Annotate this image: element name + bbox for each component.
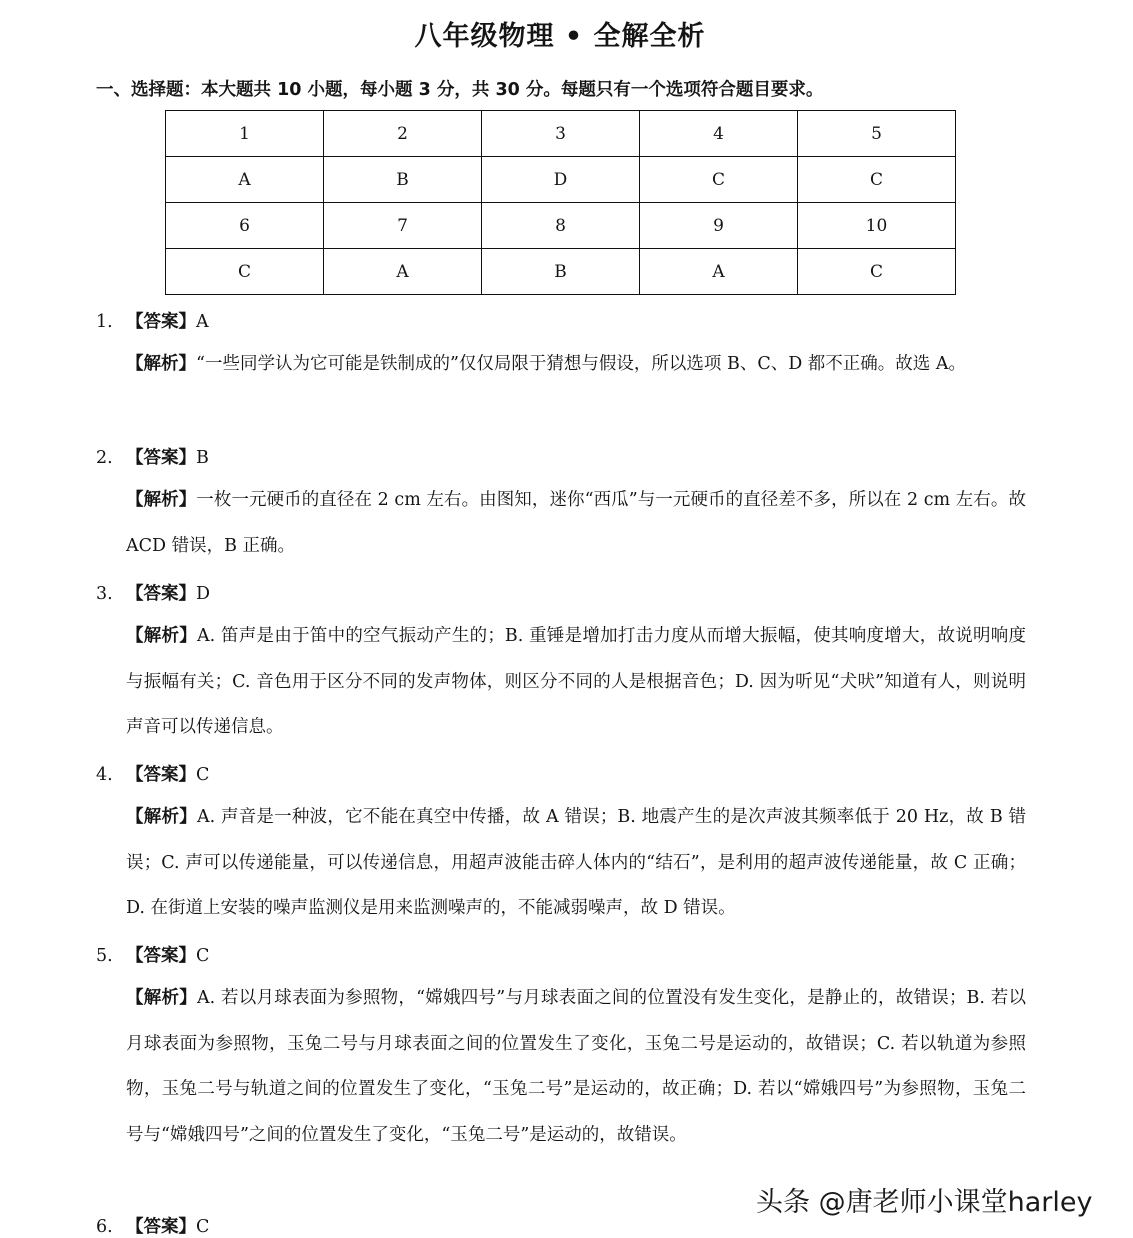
- answer-tag: 【答案】: [126, 765, 196, 785]
- table-cell: 2: [324, 111, 482, 157]
- table-cell: A: [324, 249, 482, 295]
- table-row: [166, 249, 956, 295]
- analysis-3: [126, 614, 1026, 751]
- answer-tag: 【答案】: [126, 1217, 196, 1237]
- table-cell: 1: [166, 111, 324, 157]
- analysis-5: [126, 976, 1026, 1158]
- analysis-text: A. 声音是一种波，它不能在真空中传播，故 A 错误；B. 地震产生的是次声波其频率低于 20 Hz，故 B 错误；C. 声可以传递能量，可以传递信息，用超声波能击碎人体内的“结石”，是利用的超声波传递能量，故 C 正确；D. 在街道上安装的噪声监测仪是用来监测噪声的，不能减弱噪声，故 D 错误。: [126, 807, 1026, 918]
- answer-value: D: [196, 584, 211, 604]
- answer-value: C: [196, 1217, 210, 1237]
- answer-line-5: [96, 942, 209, 967]
- table-cell: C: [798, 157, 956, 203]
- table-row: [166, 157, 956, 203]
- answer-tag: 【答案】: [126, 448, 196, 468]
- answer-line-6: [96, 1213, 209, 1238]
- answer-value: A: [196, 312, 209, 332]
- question-number: 1.: [96, 312, 113, 332]
- table-cell: 8: [482, 203, 640, 249]
- analysis-tag: 【解析】: [126, 988, 197, 1008]
- question-number: 6.: [96, 1217, 113, 1237]
- analysis-text: A. 若以月球表面为参照物，“嫦娥四号”与月球表面之间的位置没有发生变化，是静止的，故错误；B. 若以月球表面为参照物，玉兔二号与月球表面之间的位置发生了变化，玉兔二号是运动的，故错误；C. 若以轨道为参照物，玉兔二号与轨道之间的位置发生了变化，“玉兔二号”是运动的，故正确；D. 若以“嫦娥四号”为参照物，玉兔二号与“嫦娥四号”之间的位置发生了变化，“玉兔二号”是运动的，故错误。: [126, 988, 1026, 1145]
- answer-tag: 【答案】: [126, 312, 196, 332]
- analysis-text: “一些同学认为它可能是铁制成的”仅仅局限于猜想与假设，所以选项 B、C、D 都不正确。故选 A。: [196, 354, 966, 374]
- analysis-tag: 【解析】: [126, 354, 196, 374]
- analysis-1: [126, 342, 1026, 388]
- table-row: [166, 203, 956, 249]
- answer-tag: 【答案】: [126, 584, 196, 604]
- question-number: 3.: [96, 584, 113, 604]
- answer-line-1: [96, 308, 209, 333]
- analysis-tag: 【解析】: [126, 807, 197, 827]
- table-cell: A: [640, 249, 798, 295]
- analysis-tag: 【解析】: [126, 490, 197, 510]
- section-heading: 一、选择题：本大题共 10 小题，每小题 3 分，共 30 分。每题只有一个选项符合题目要求。: [96, 80, 824, 100]
- answer-value: C: [196, 946, 210, 966]
- table-cell: D: [482, 157, 640, 203]
- table-cell: C: [166, 249, 324, 295]
- question-number: 4.: [96, 765, 113, 785]
- watermark: 头条 @唐老师小课堂harley: [756, 1187, 1093, 1218]
- table-cell: A: [166, 157, 324, 203]
- answer-line-4: [96, 761, 209, 786]
- table-row: [166, 111, 956, 157]
- analysis-text: A. 笛声是由于笛中的空气振动产生的；B. 重锤是增加打击力度从而增大振幅，使其响度增大，故说明响度与振幅有关；C. 音色用于区分不同的发声物体，则区分不同的人是根据音色；D. 因为听见“犬吠”知道有人，则说明声音可以传递信息。: [126, 626, 1027, 737]
- answer-value: B: [196, 448, 209, 468]
- page-title: 八年级物理 • 全解全析: [414, 21, 706, 52]
- table-cell: 7: [324, 203, 482, 249]
- table-cell: 4: [640, 111, 798, 157]
- table-cell: 5: [798, 111, 956, 157]
- answer-line-3: [96, 580, 210, 605]
- analysis-4: [126, 795, 1026, 932]
- question-number: 5.: [96, 946, 113, 966]
- answer-value: C: [196, 765, 210, 785]
- answer-line-2: [96, 444, 209, 469]
- analysis-text: 一枚一元硬币的直径在 2 cm 左右。由图知，迷你“西瓜”与一元硬币的直径差不多，所以在 2 cm 左右。故 ACD 错误，B 正确。: [126, 490, 1027, 556]
- table-cell: C: [798, 249, 956, 295]
- answer-table: [165, 110, 956, 295]
- table-cell: 9: [640, 203, 798, 249]
- table-cell: B: [324, 157, 482, 203]
- analysis-2: [126, 478, 1026, 569]
- table-cell: 10: [798, 203, 956, 249]
- table-cell: B: [482, 249, 640, 295]
- table-cell: C: [640, 157, 798, 203]
- question-number: 2.: [96, 448, 113, 468]
- analysis-tag: 【解析】: [126, 626, 198, 646]
- table-cell: 6: [166, 203, 324, 249]
- table-cell: 3: [482, 111, 640, 157]
- answer-tag: 【答案】: [126, 946, 196, 966]
